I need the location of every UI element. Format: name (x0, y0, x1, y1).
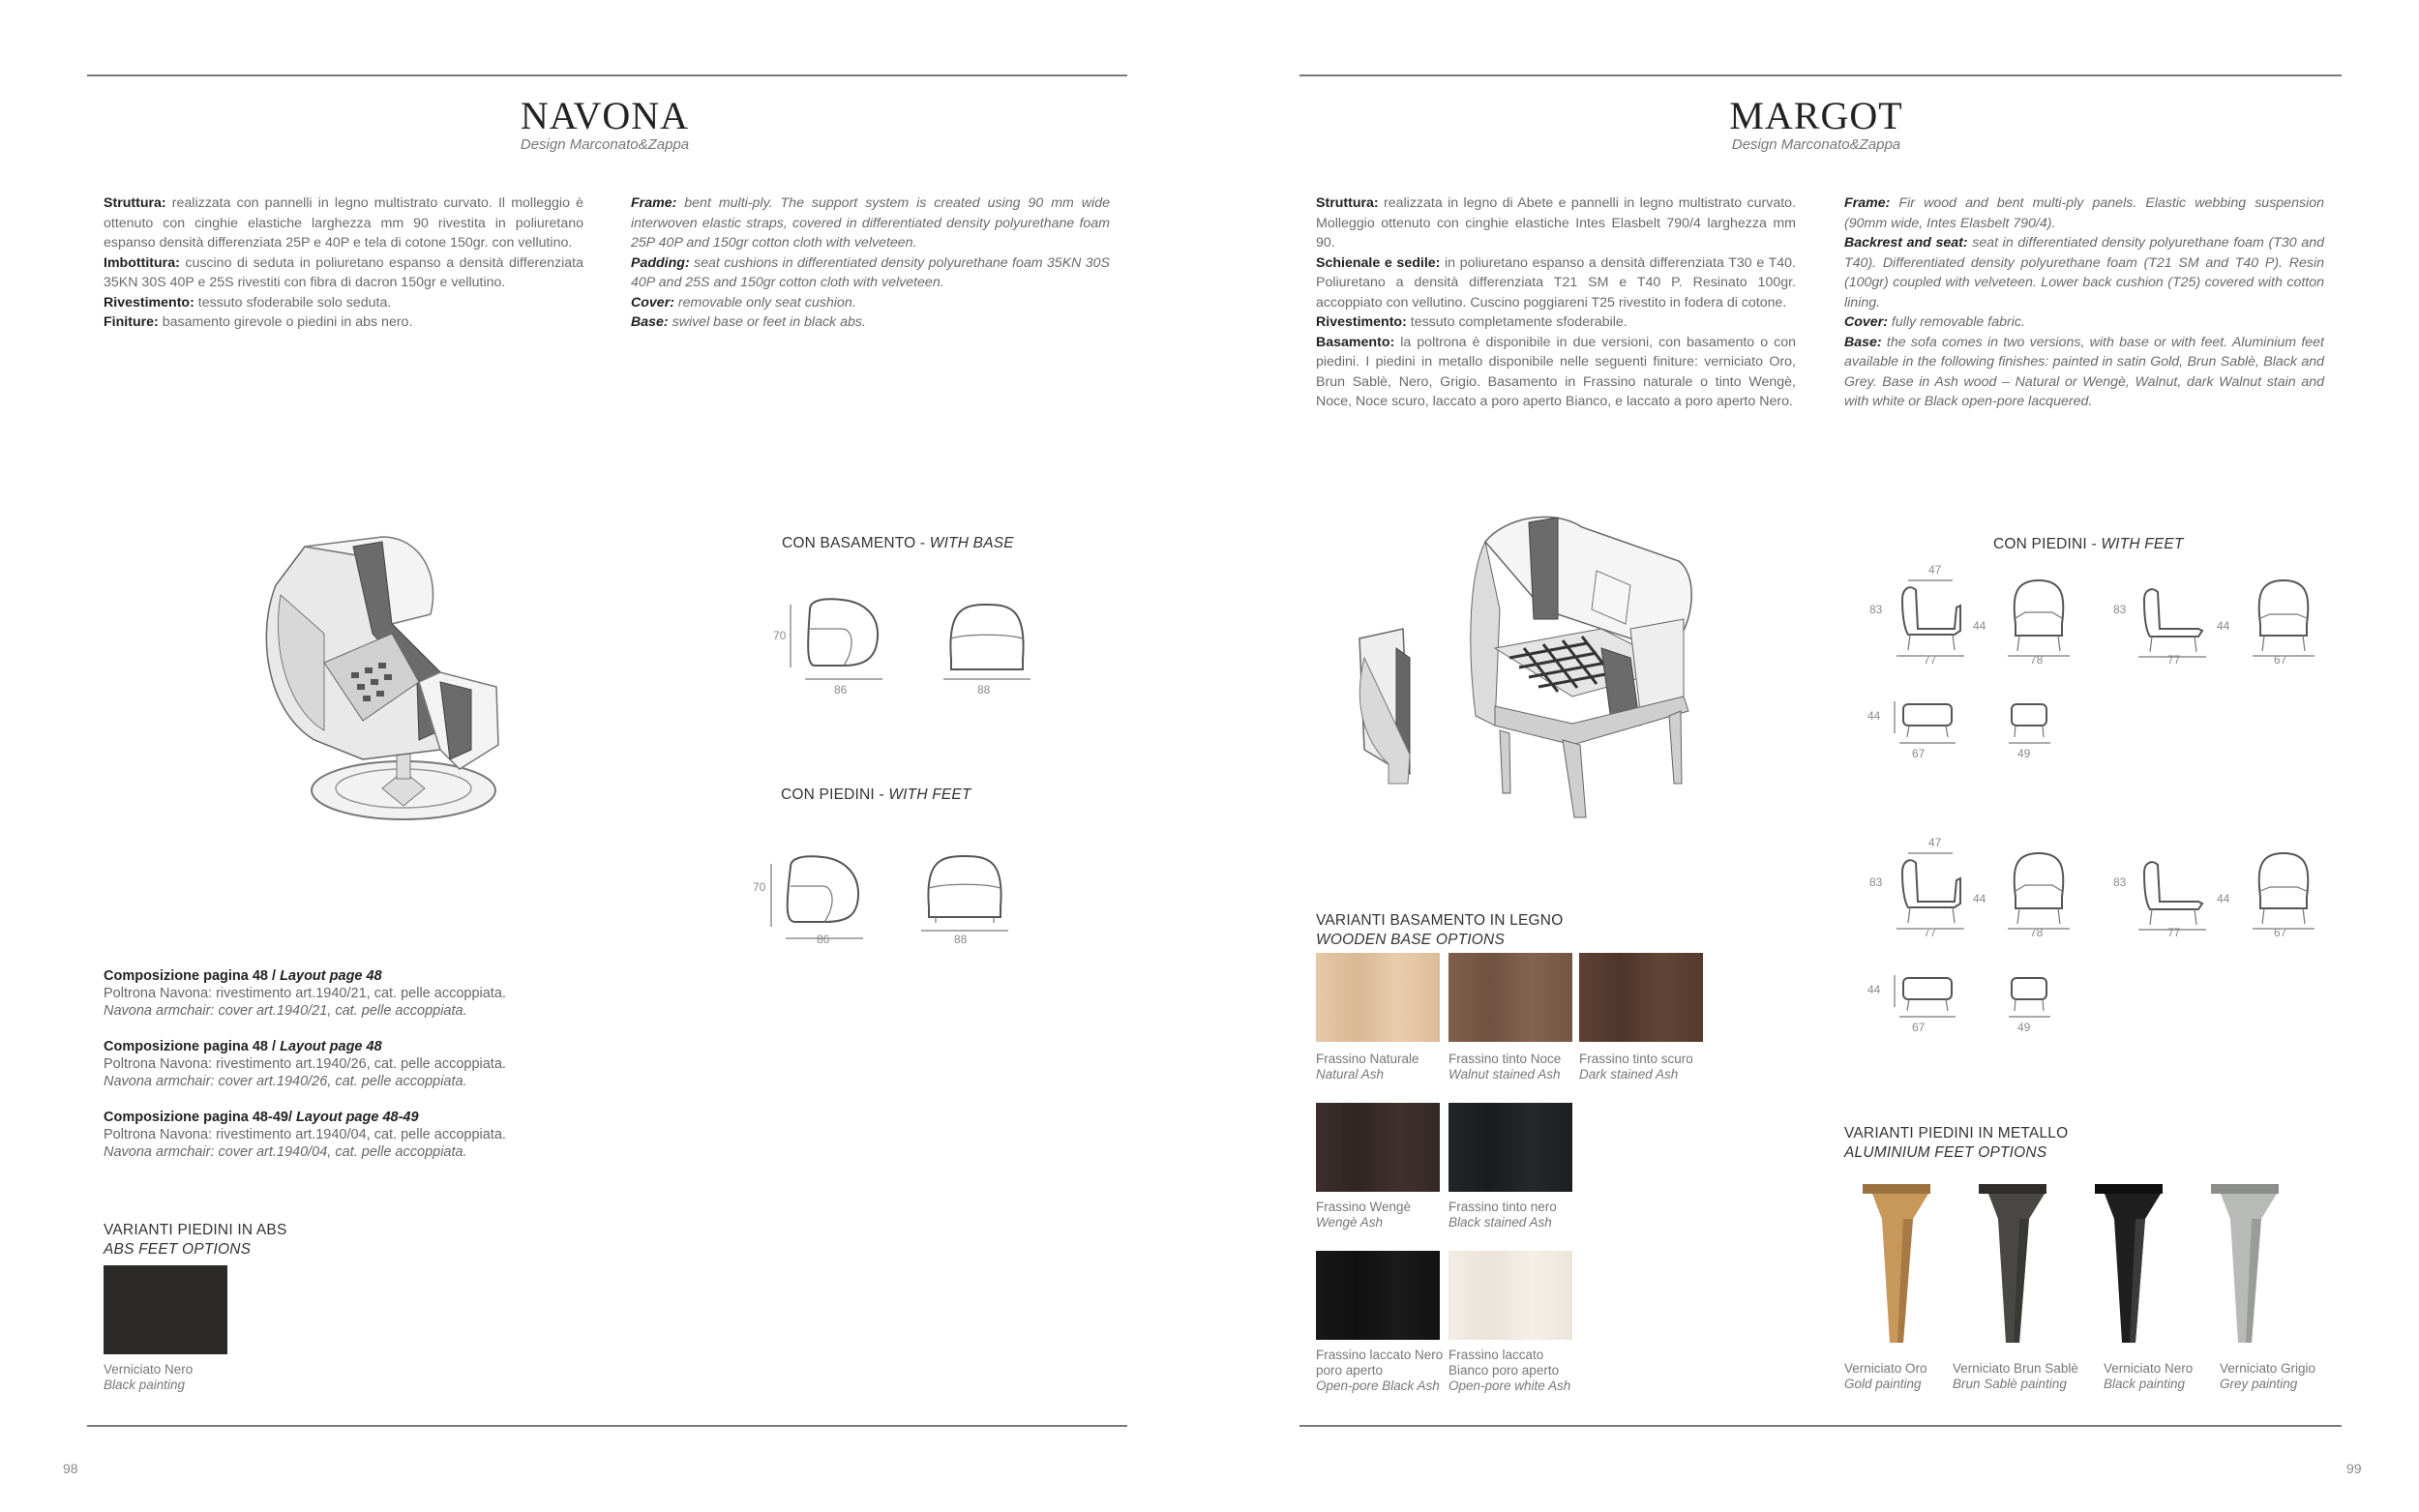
foot-black (2085, 1180, 2172, 1345)
dim-r3-0: 47 (1928, 836, 1942, 849)
navona-exploded-illustration (247, 518, 508, 827)
foot-grey (2201, 1180, 2288, 1345)
navona-base-side-view (943, 600, 1030, 682)
wood-swatch-black-stained-label: Frassino tinto nero Black stained Ash (1448, 1200, 1557, 1230)
margot-front-view-1 (2008, 576, 2071, 658)
foot-gold-label: Verniciato Oro Gold painting (1844, 1361, 1927, 1391)
bottom-rule-left (87, 1425, 1127, 1427)
dim-r1-8: 67 (2274, 653, 2287, 667)
navona-feet-front-view (766, 849, 873, 941)
product-title-margot: MARGOT (1729, 94, 1903, 137)
dim-r2-2: 49 (2017, 747, 2031, 760)
margot-exploded-illustration (1350, 503, 1717, 822)
margot-ottoman-1 (1892, 697, 1959, 745)
navona-base-front-view (786, 590, 892, 682)
dim-r2-0: 44 (1867, 709, 1881, 723)
margot-with-feet-heading: CON PIEDINI - WITH FEET (1993, 536, 2184, 552)
foot-brun-sable (1969, 1180, 2056, 1345)
wood-swatch-wenge (1316, 1103, 1440, 1192)
dim-r4-1: 67 (1912, 1021, 1926, 1034)
wood-swatch-walnut-label: Frassino tinto Noce Walnut stained Ash (1448, 1052, 1562, 1082)
dim-r4-2: 49 (2017, 1021, 2031, 1034)
designer-margot: Design Marconato&Zappa (1731, 136, 1901, 153)
margot-side-view-2 (2138, 578, 2211, 658)
wood-swatch-wenge-label: Frassino Wengè Wengè Ash (1316, 1200, 1412, 1230)
navona-base-depth: 88 (977, 683, 991, 697)
dim-r4-0: 44 (1867, 983, 1881, 996)
navona-with-feet-heading: CON PIEDINI - WITH FEET (781, 786, 971, 803)
navona-description-en: Frame: bent multi-ply. The support system is created using 90 mm wide interwoven elastic straps, covered in differentiated density polyurethane foam 25P 40P and 150gr cotton cloth with velveteen. Padding: seat cushions in differentiated density polyurethane foam 35KN 30S 40P and 25S and 150gr cotton cloth with velveteen. Cover: removable only seat cushion. Base: swivel base or feet in black abs. (631, 195, 1110, 330)
margot-ottoman-4 (2006, 970, 2054, 1019)
wood-swatch-open-pore-black-label: Frassino laccato Nero poro aperto Open-pore Black Ash (1316, 1348, 1444, 1393)
bottom-rule-right (1299, 1425, 2342, 1427)
dim-r1-1: 83 (1869, 603, 1883, 616)
dim-r3-5: 83 (2113, 875, 2127, 889)
composition-3: Composizione pagina 48-49/ Layout page 48-49 Poltrona Navona: rivestimento art.1940/04, cat. pelle accoppiata. Navona armchair: cover art.1940/04, cat. pelle accoppiata. (104, 1110, 506, 1160)
dim-r3-1: 83 (1869, 875, 1883, 889)
product-title-navona: NAVONA (520, 94, 690, 137)
composition-2: Composizione pagina 48 / Layout page 48 Poltrona Navona: rivestimento art.1940/26, cat. pelle accoppiata. Navona armchair: cover art.1940/26, cat. pelle accoppiata. (104, 1039, 506, 1089)
dim-r1-3: 77 (1924, 653, 1937, 667)
dim-r3-7: 77 (2167, 926, 2181, 939)
foot-gold (1853, 1180, 1940, 1345)
wood-swatch-open-pore-black (1316, 1251, 1440, 1340)
navona-base-height: 70 (773, 629, 787, 642)
dim-r1-5: 83 (2113, 603, 2127, 616)
dim-r1-6: 44 (2217, 619, 2230, 633)
navona-feet-side-view (921, 851, 1008, 934)
abs-black-swatch (104, 1265, 227, 1354)
foot-brun-sable-label: Verniciato Brun Sablè Brun Sablè painting (1953, 1361, 2078, 1391)
foot-grey-label: Verniciato Grigio Grey painting (2220, 1361, 2316, 1391)
abs-black-swatch-label: Verniciato Nero Black painting (104, 1362, 194, 1392)
navona-base-width: 86 (834, 683, 848, 697)
dim-r3-4: 78 (2030, 926, 2044, 939)
navona-with-base-heading: CON BASAMENTO - WITH BASE (782, 535, 1014, 551)
wood-swatch-open-pore-white (1448, 1251, 1572, 1340)
dim-r1-0: 47 (1928, 563, 1942, 577)
top-rule-left (87, 74, 1127, 76)
wood-swatch-natural (1316, 953, 1440, 1042)
margot-description-it: Struttura: realizzata in legno di Abete e pannelli in legno multistrato curvato. Molleggio ottenuto con cinghie elastiche Intes Elasbelt 790/4 larghezza mm 90. Schienale e sedile: in poliuretano espanso a densità differenziata T30 e T40. Poliuretano a densità differenziata T21 SM e T40 P. Resinato 100gr. accoppiato con vellutino. Cuscino poggiareni T25 rivestito in fodera di cotone. Rivestimento: tessuto completamente sfoderabile. Basamento: la poltrona è disponibile in due versioni, con basamento o con piedini. I piedini in metallo disponibile nelle seguenti finiture: verniciato Oro, Brun Sablè, Nero, Grigio. Basamento in Frassino naturale o tinto Wengè, Noce, Noce scuro, laccato a poro aperto Bianco, e laccato a poro aperto Nero. (1316, 195, 1796, 409)
wood-options-heading: VARIANTI BASAMENTO IN LEGNO WOODEN BASE OPTIONS (1316, 912, 1564, 948)
page-number-left: 98 (63, 1461, 78, 1476)
margot-side-view-3 (1896, 844, 1969, 931)
top-rule-right (1299, 74, 2342, 76)
wood-swatch-open-pore-white-label: Frassino laccato Bianco poro aperto Open-pore white Ash (1448, 1348, 1571, 1393)
dim-r2-1: 67 (1912, 747, 1926, 760)
navona-feet-depth: 88 (954, 933, 968, 946)
wood-swatch-walnut (1448, 953, 1572, 1042)
page-number-right: 99 (2346, 1461, 2362, 1476)
margot-front-view-4 (2253, 848, 2315, 931)
dim-r3-6: 44 (2217, 892, 2230, 905)
navona-description-it: Struttura: realizzata con pannelli in legno multistrato curvato. Il molleggio è ottenuto con cinghie elastiche larghezza mm 90 rivestita in poliuretano espanso densità differenziata 25P e 40P e tela di cotone 150gr. con vellutino. Imbottitura: cuscino di seduta in poliuretano espanso a densità differenziata 35KN 30S 40P e 25S rivestiti con fibra di dacron 150gr e vellutino. Rivestimento: tessuto sfoderabile solo seduta. Finiture: basamento girevole o piedini in abs nero. (104, 195, 583, 330)
margot-front-view-2 (2253, 576, 2315, 658)
margot-description-en: Frame: Fir wood and bent multi-ply panels. Elastic webbing suspension (90mm wide, Intes Elasbelt 790/4). Backrest and seat: seat in differentiated density polyurethane foam (T30 and T40). Differentiated density polyurethane foam (T21 SM and T40 P). Resin (100gr) coupled with velveteen. Lower back cushion (T25) covered with cotton lining. Cover: fully removable fabric. Base: the sofa comes in two versions, with base or with feet. Aluminium feet available in the following finishes: painted in satin Gold, Brun Sablè, Black and Grey. Base in Ash wood – Natural or Wengè, Walnut, dark Walnut stain and with white or Black open-pore lacquered. (1844, 195, 2324, 409)
navona-feet-height: 70 (753, 880, 766, 894)
margot-side-view-1 (1896, 571, 1969, 658)
designer-navona: Design Marconato&Zappa (520, 136, 690, 153)
foot-black-label: Verniciato Nero Black painting (2104, 1361, 2194, 1391)
abs-feet-options-heading: VARIANTI PIEDINI IN ABS ABS FEET OPTIONS (104, 1222, 287, 1258)
margot-ottoman-2 (2006, 697, 2054, 745)
metal-feet-options-heading: VARIANTI PIEDINI IN METALLO ALUMINIUM FEET OPTIONS (1844, 1125, 2069, 1161)
composition-1: Composizione pagina 48 / Layout page 48 Poltrona Navona: rivestimento art.1940/21, cat. pelle accoppiata. Navona armchair: cover art.1940/21, cat. pelle accoppiata. (104, 968, 506, 1019)
wood-swatch-dark-label: Frassino tinto scuro Dark stained Ash (1579, 1052, 1693, 1082)
margot-side-view-4 (2138, 851, 2211, 931)
dim-r1-7: 77 (2167, 653, 2181, 667)
wood-swatch-dark (1579, 953, 1703, 1042)
margot-ottoman-3 (1892, 970, 1959, 1019)
dim-r1-4: 78 (2030, 653, 2044, 667)
wood-swatch-natural-label: Frassino Naturale Natural Ash (1316, 1052, 1419, 1082)
dim-r3-2: 44 (1973, 892, 1986, 905)
navona-feet-width: 86 (817, 933, 830, 946)
dim-r3-8: 67 (2274, 926, 2287, 939)
dim-r1-2: 44 (1973, 619, 1986, 633)
dim-r3-3: 77 (1924, 926, 1937, 939)
margot-front-view-3 (2008, 848, 2071, 931)
wood-swatch-black-stained (1448, 1103, 1572, 1192)
